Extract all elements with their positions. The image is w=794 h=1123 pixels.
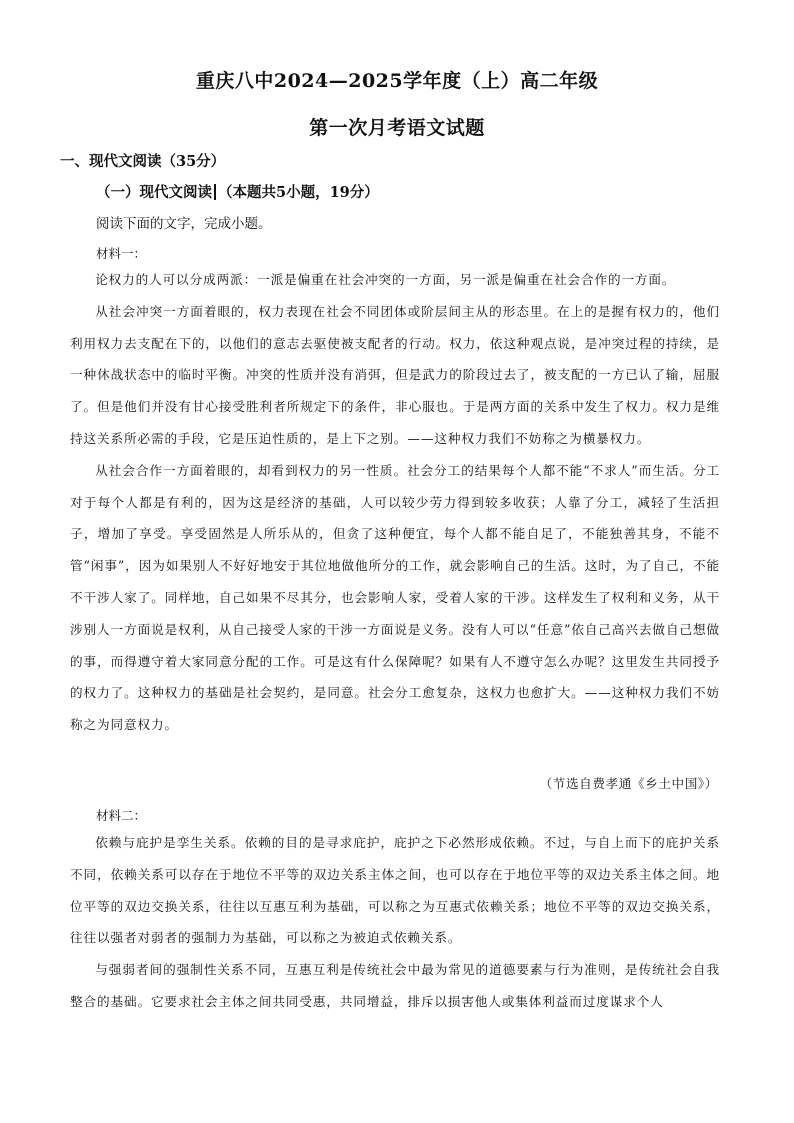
material1-body <box>70 264 720 741</box>
material2-paragraph: 依赖与庇护是孪生关系。依赖的目的是寻求庇护，庇护之下必然形成依赖。不过，与自上而下的庇护关系不同，依赖关系可以存在于地位不平等的双边关系主体之间，也可以存在于地位平等的双边关系主体之间。地位平等的双边交换关系，往往以互惠互利为基础，可以称之为互惠式依赖关系；地位不平等的双边交换关系，往往以强者对弱者的强制力为基础，可以称之为被迫式依赖关系。 <box>70 835 720 946</box>
exam-title: 重庆八中2024—2025学年度（上）高二年级 <box>195 70 599 92</box>
material1-source: （节选自费孝通《乡土中国》） <box>539 776 718 791</box>
exam-subtitle: 第一次月考语文试题 <box>309 117 485 139</box>
material1-label: 材料一： <box>96 246 147 261</box>
section-heading: 一、现代文阅读（35分） <box>60 153 226 170</box>
material1-paragraph: 论权力的人可以分成两派：一派是偏重在社会冲突的一方面，另一派是偏重在社会合作的一方面。 <box>95 272 676 287</box>
material2-label: 材料二： <box>96 808 147 823</box>
subsection-title: （一）现代文阅读 <box>96 184 212 201</box>
subsection-info: （本题共5小题，19分） <box>218 184 379 201</box>
material2-paragraph: 与强弱者间的强制性关系不同，互惠互利是传统社会中最为常见的道德要素与行为准则，是传统社会自我整合的基础。它要求社会主体之间共同受惠，共同增益，排斥以损害他人或集体利益而过度谋求个人 <box>70 962 720 1009</box>
material1-paragraph: 从社会合作一方面着眼的，却看到权力的另一性质。社会分工的结果每个人都不能“不求人”而生活。分工对于每个人都是有利的，因为这是经济的基础，人可以较少劳力得到较多收获；人靠了分工，减轻了生活担子，增加了享受。享受固然是人所乐从的，但贪了这种便宜，每个人都不能自足了，不能独善其身，不能不管“闲事”，因为如果别人不好好地安于其位地做他所分的工作，就会影响自己的生活。这时，为了自己，不能不干涉人家了。同样地，自己如果不尽其分，也会影响人家，受着人家的干涉。这样发生了权利和义务，从干涉别人一方面说是权利，从自己接受人家的干涉一方面说是义务。没有人可以“任意”依自己高兴去做自己想做的事，而得遵守着大家同意分配的工作。可是这有什么保障呢？如果有人不遵守怎么办呢？这里发生共同授予的权力了。这种权力的基础是社会契约，是同意。社会分工愈复杂，这权力也愈扩大。——这种权力我们不妨称之为同意权力。 <box>70 462 720 733</box>
material1-paragraph: 从社会冲突一方面着眼的，权力表现在社会不同团体或阶层间主从的形态里。在上的是握有权力的，他们利用权力去支配在下的，以他们的意志去驱使被支配者的行动。权力，依这种观点说，是冲突过程的持续，是一种休战状态中的临时平衡。冲突的性质并没有消弭，但是武力的阶段过去了，被支配的一方已认了输，屈服了。但是他们并没有甘心接受胜利者所规定下的条件，非心服也。于是两方面的关系中发生了权力。权力是维持这关系所必需的手段，它是压迫性质的，是上下之别。——这种权力我们不妨称之为横暴权力。 <box>70 303 720 446</box>
text-cursor-bar <box>214 184 216 200</box>
instruction-text: 阅读下面的文字，完成小题。 <box>96 216 272 232</box>
subsection-heading <box>96 181 379 202</box>
material2-body <box>70 827 720 1018</box>
